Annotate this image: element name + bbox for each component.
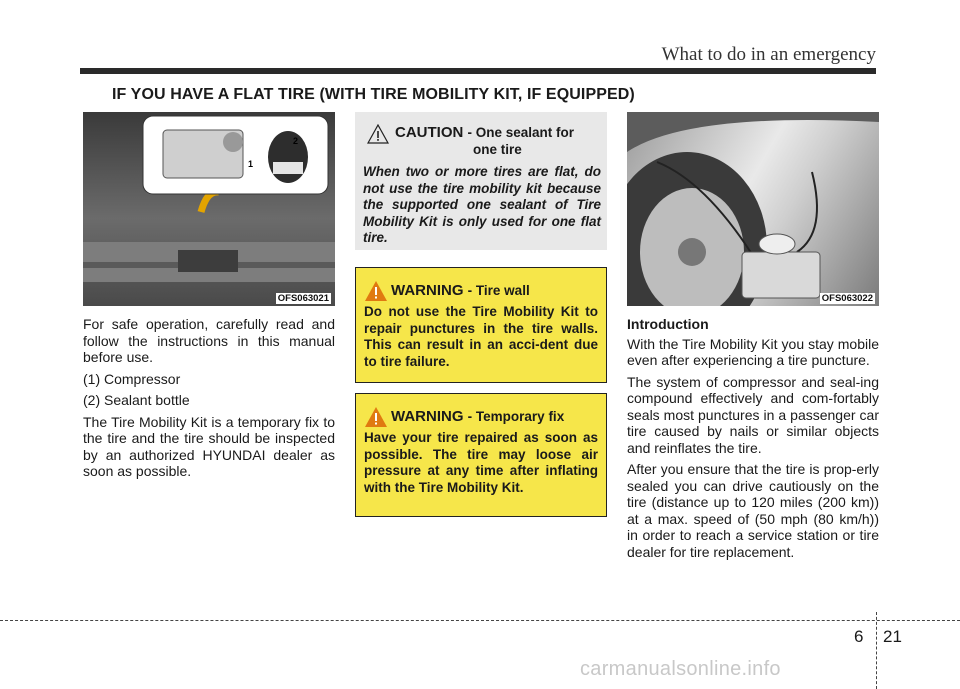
running-header: What to do in an emergency xyxy=(661,44,876,65)
temporary-fix-paragraph: The Tire Mobility Kit is a temporary fix to the tire and the tire should be inspected by an authorized HYUNDAI dealer as soon as possible. xyxy=(83,413,335,479)
footer-rule xyxy=(0,620,960,621)
caution-label: CAUTION xyxy=(395,124,464,141)
trunk-kit-image xyxy=(83,112,335,306)
tire-illustration xyxy=(627,112,879,306)
watermark: carmanualsonline.info xyxy=(580,658,781,680)
item-sealant-bottle: (2) Sealant bottle xyxy=(83,392,190,408)
section-title: IF YOU HAVE A FLAT TIRE (WITH TIRE MOBILITY KIT, IF EQUIPPED) xyxy=(112,86,635,103)
caution-subtitle-a: - One sealant for xyxy=(467,125,575,140)
introduction-column xyxy=(627,316,879,565)
warning1-text: Do not use the Tire Mobility Kit to repair punctures in the tire walls. This can result in an acci-dent due to tire failure. xyxy=(364,304,598,369)
warning-box-temporary-fix xyxy=(355,393,607,517)
caution-heading xyxy=(395,124,574,141)
label-1: 1 xyxy=(248,159,254,169)
label-2: 2 xyxy=(293,136,299,146)
warning1-subtitle: - Tire wall xyxy=(467,283,530,298)
caution-text: When two or more tires are flat, do not use the tire mobility kit because the supported one sealant of Tire Mobility Kit is only used for one flat tire. xyxy=(363,164,601,245)
footer-separator xyxy=(876,612,877,689)
page-number: 21 xyxy=(883,627,902,646)
warning-triangle-icon xyxy=(364,406,388,428)
intro-paragraph-1: With the Tire Mobility Kit you stay mobile even after experiencing a tire puncture. xyxy=(627,335,879,368)
warning2-heading xyxy=(391,408,564,425)
warning2-text: Have your tire repaired as soon as possible. The tire may loose air pressure at any time after inflating with the Tire Mobility Kit. xyxy=(364,430,598,495)
warning1-label: WARNING xyxy=(391,282,464,299)
chapter-number: 6 xyxy=(854,627,864,646)
intro-paragraph-2: The system of compressor and seal-ing compound effectively and com-fortably seals most punctures in a passenger car tire caused by nails or similar objects and reinflates the tire. xyxy=(627,373,879,456)
header-rule xyxy=(80,68,876,74)
trunk-illustration xyxy=(83,112,335,306)
caution-subtitle-b: one tire xyxy=(473,142,522,157)
intro-column xyxy=(83,316,335,485)
safety-paragraph: For safe operation, carefully read and follow the instructions in this manual before use. xyxy=(83,316,335,365)
warning2-label: WARNING xyxy=(391,408,464,425)
caution-triangle-icon xyxy=(367,124,389,144)
figure-caption-left: OFS063021 xyxy=(277,293,329,304)
warning1-heading xyxy=(391,282,530,299)
item-compressor: (1) Compressor xyxy=(83,370,181,387)
warning-triangle-icon xyxy=(364,280,388,302)
tire-kit-image xyxy=(627,112,879,306)
warning2-subtitle: - Temporary fix xyxy=(467,409,565,424)
intro-paragraph-3: After you ensure that the tire is prop-erly sealed you can drive cautiously on the tire (distance up to 120 miles (200 km)) at a max. speed of (50 mph (80 km/h)) in order to reach a service station or tire dealer for tire replacement. xyxy=(627,461,879,560)
warning-box-tire-wall xyxy=(355,267,607,383)
caution-box xyxy=(355,112,607,250)
introduction-heading: Introduction xyxy=(627,316,709,332)
figure-caption-right: OFS063022 xyxy=(821,293,873,304)
